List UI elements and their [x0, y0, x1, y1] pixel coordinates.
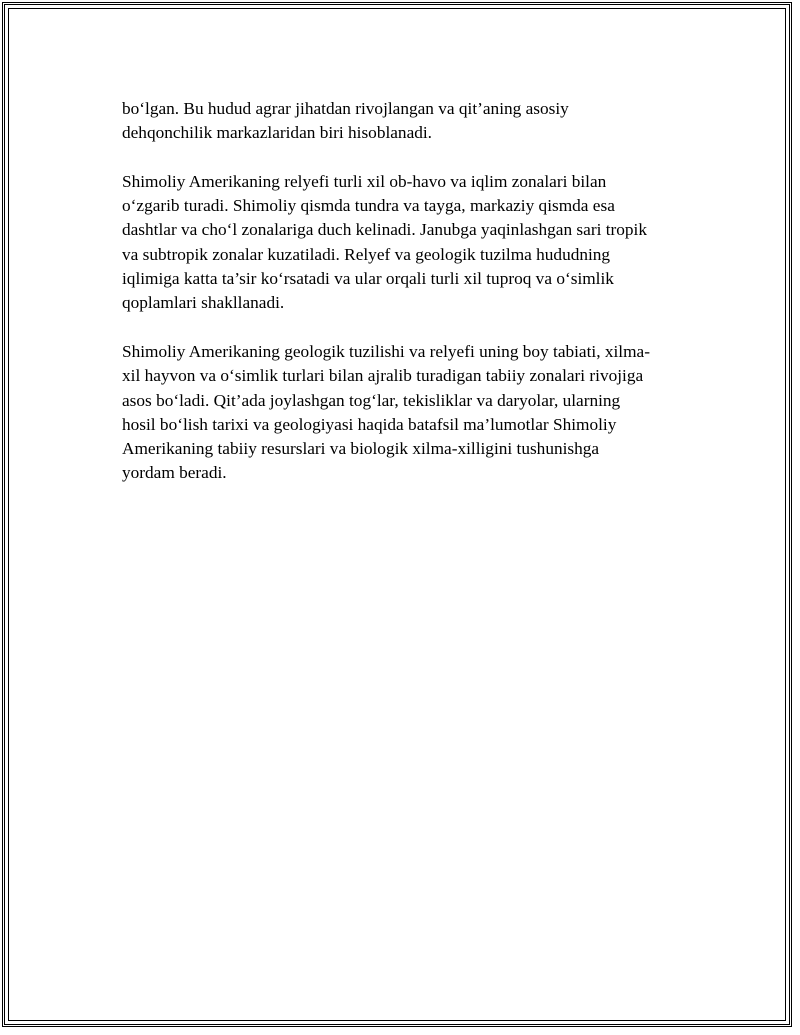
page-frame: [2, 2, 792, 1027]
paragraph-2: [122, 170, 690, 316]
text-line: o‘zgarib turadi. Shimoliy qismda tundra va tayga, markaziy qismda esa: [122, 196, 615, 216]
text-line: va subtropik zonalar kuzatiladi. Relyef va geologik tuzilma hududning: [122, 244, 611, 264]
text-line: bo‘lgan. Bu hudud agrar jihatdan rivojlangan va qit’aning asosiy: [122, 99, 569, 118]
text-line: dashtlar va cho‘l zonalariga duch kelinadi. Janubga yaqinlashgan sari tropik: [122, 220, 647, 240]
paragraph-1: [122, 97, 690, 146]
text-line: Amerikaning tabiiy resurslari va biologik xilma-xilligini tushunishga: [122, 439, 600, 459]
text-line: hosil bo‘lish tarixi va geologiyasi haqida batafsil ma’lumotlar Shimoliy: [122, 414, 617, 434]
text-line: qoplamlari shakllanadi.: [122, 293, 285, 313]
text-line: Shimoliy Amerikaning relyefi turli xil ob-havo va iqlim zonalari bilan: [122, 171, 607, 191]
paragraph-3: [122, 340, 690, 486]
text-line: yordam beradi.: [122, 463, 227, 483]
text-line: Shimoliy Amerikaning geologik tuzilishi va relyefi uning boy tabiati, xilma-: [122, 341, 650, 361]
text-line: dehqonchilik markazlaridan biri hisoblanadi.: [122, 123, 433, 143]
text-line: asos bo‘ladi. Qit’ada joylashgan tog‘lar, tekisliklar va daryolar, ularning: [122, 390, 621, 410]
text-line: xil hayvon va o‘simlik turlari bilan ajralib turadigan tabiiy zonalari rivojiga: [122, 366, 644, 386]
text-line: iqlimiga katta ta’sir ko‘rsatadi va ular orqali turli xil tuproq va o‘simlik: [122, 269, 614, 289]
document-body: [122, 97, 690, 510]
